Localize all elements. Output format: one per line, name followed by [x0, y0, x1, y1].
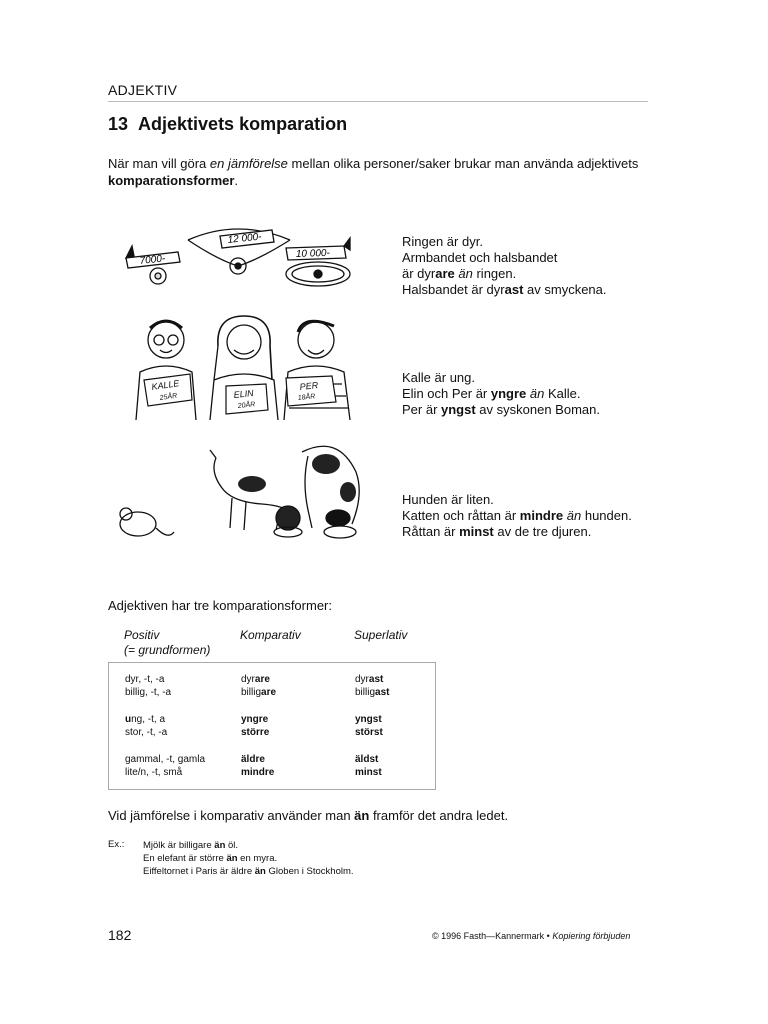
section-label: ADJEKTIV — [108, 82, 178, 98]
examples — [143, 839, 354, 878]
text: mindre — [519, 508, 564, 523]
comparison-table — [108, 626, 438, 790]
table-row: mindre — [241, 767, 275, 778]
text: än — [458, 266, 473, 281]
jewelry-line-4 — [402, 282, 607, 298]
chapter-title — [108, 114, 347, 135]
text: yng — [355, 714, 373, 725]
table-row: störst — [355, 727, 383, 738]
animals-line-2 — [402, 508, 632, 524]
animals-line-3 — [402, 524, 632, 540]
text: Halsbandet är dyr — [402, 282, 505, 297]
text: Kopiering förbjuden — [552, 931, 631, 941]
table-row: dyr, -t, -a — [125, 674, 165, 685]
jewelry-illustration — [118, 220, 358, 292]
text: st — [372, 714, 382, 725]
text: öl. — [225, 840, 239, 851]
header-positiv — [124, 628, 210, 658]
text: är dyr — [402, 266, 436, 281]
example-1 — [143, 839, 354, 852]
text: u — [125, 714, 132, 725]
sign-per-age: 18ÅR — [297, 393, 316, 402]
intro-paragraph — [108, 155, 668, 189]
text: dyr — [355, 674, 369, 685]
text: ast — [504, 282, 524, 297]
sign-per-name: PER — [299, 380, 319, 392]
table-row — [355, 713, 382, 726]
table-row — [355, 686, 389, 699]
table-body — [108, 662, 436, 790]
text: än — [354, 808, 370, 823]
text: än — [566, 508, 582, 523]
chapter-title-text: Adjektivets komparation — [138, 114, 348, 134]
table-row — [241, 713, 268, 726]
table-row — [241, 673, 270, 686]
chapter-number: 13 — [108, 114, 129, 134]
jewelry-line-1: Ringen är dyr. — [402, 234, 483, 249]
header-positiv-sub: (= grundformen) — [124, 643, 211, 657]
header-superlativ: Superlativ — [354, 628, 408, 642]
table-row — [241, 686, 276, 699]
text: are — [261, 687, 277, 698]
people-line-3 — [402, 402, 600, 418]
text: dyr — [241, 674, 255, 685]
text: än — [254, 866, 266, 877]
intro-italic: en jämförelse — [209, 156, 288, 171]
text: ast — [368, 674, 384, 685]
people-line-1: Kalle är ung. — [402, 370, 475, 385]
text: En elefant är större — [143, 853, 227, 864]
intro-end: . — [234, 173, 239, 188]
jewelry-text — [402, 234, 607, 298]
sign-elin-name: ELIN — [233, 387, 255, 400]
rule-sentence — [108, 808, 508, 823]
text: än — [226, 853, 238, 864]
header-komparativ: Komparativ — [240, 628, 301, 642]
text: billig — [241, 687, 262, 698]
examples-label: Ex.: — [108, 839, 125, 850]
text: än — [529, 386, 545, 401]
text: än — [214, 840, 226, 851]
jewelry-line-3 — [402, 266, 607, 282]
table-row — [355, 673, 383, 686]
people-text — [402, 370, 600, 418]
text: Elin och Per är — [402, 386, 491, 401]
people-line-2 — [402, 386, 600, 402]
text: g, -t, a — [136, 714, 166, 725]
table-row: stor, -t, -a — [125, 727, 168, 738]
text: hunden. — [581, 508, 632, 523]
copyright-notice — [432, 931, 630, 941]
table-row: minst — [355, 767, 382, 778]
header-positiv-label: Positiv — [124, 628, 160, 642]
text: billig — [355, 687, 376, 698]
text: av de tre djuren. — [493, 524, 592, 539]
price-tag-bracelet: 10 000- — [295, 247, 331, 260]
header-rule — [108, 101, 648, 102]
table-row — [125, 713, 165, 726]
text: Eiffeltornet i Paris är äldre — [143, 866, 255, 877]
text: minst — [459, 524, 494, 539]
intro-text-2: mellan olika personer/saker brukar man använda adjektivets — [287, 156, 639, 171]
animals-illustration — [112, 432, 372, 552]
sign-elin-age: 20ÅR — [237, 401, 256, 410]
text: Per är — [402, 402, 442, 417]
text: av smyckena. — [523, 282, 607, 297]
text: yngst — [441, 402, 476, 417]
text: re — [258, 714, 269, 725]
text: yng — [241, 714, 259, 725]
text: are — [435, 266, 455, 281]
text: Kalle. — [544, 386, 581, 401]
table-row: större — [241, 727, 270, 738]
intro-bold: komparationsformer — [108, 173, 235, 188]
sign-kalle-age: 25ÅR — [159, 392, 178, 402]
intro-text: När man vill göra — [108, 156, 210, 171]
animals-text — [402, 492, 632, 540]
text: © 1996 Fasth—Kannermark • — [432, 931, 553, 941]
table-row: billig, -t, -a — [125, 687, 172, 698]
people-illustration — [126, 310, 366, 420]
text: are — [254, 674, 270, 685]
text: en myra. — [237, 853, 278, 864]
text: ringen. — [472, 266, 517, 281]
text: Vid jämförelse i komparativ använder man — [108, 808, 355, 823]
page-number: 182 — [108, 927, 132, 943]
text: n — [131, 714, 137, 725]
table-row: äldst — [355, 754, 379, 765]
text: yngre — [490, 386, 527, 401]
text: Globen i Stockholm. — [265, 866, 354, 877]
text: Mjölk är billigare — [143, 840, 215, 851]
animals-line-1: Hunden är liten. — [402, 492, 494, 507]
table-row: gammal, -t, gamla — [125, 754, 206, 765]
price-tag-necklace: 12 000- — [227, 231, 263, 246]
text: Katten och råttan är — [402, 508, 520, 523]
text: framför det andra ledet. — [369, 808, 509, 823]
example-3 — [143, 865, 354, 878]
text: ast — [375, 687, 390, 698]
price-tag-ring: 7000- — [139, 253, 166, 267]
example-2 — [143, 852, 354, 865]
sign-kalle-name: KALLE — [150, 378, 181, 392]
table-row: äldre — [241, 754, 265, 765]
jewelry-line-2: Armbandet och halsbandet — [402, 250, 558, 265]
text: Råttan är — [402, 524, 460, 539]
text: av syskonen Boman. — [475, 402, 600, 417]
table-row: lite/n, -t, små — [125, 767, 183, 778]
lead-text: Adjektiven har tre komparationsformer: — [108, 598, 332, 613]
table-header — [108, 626, 438, 662]
